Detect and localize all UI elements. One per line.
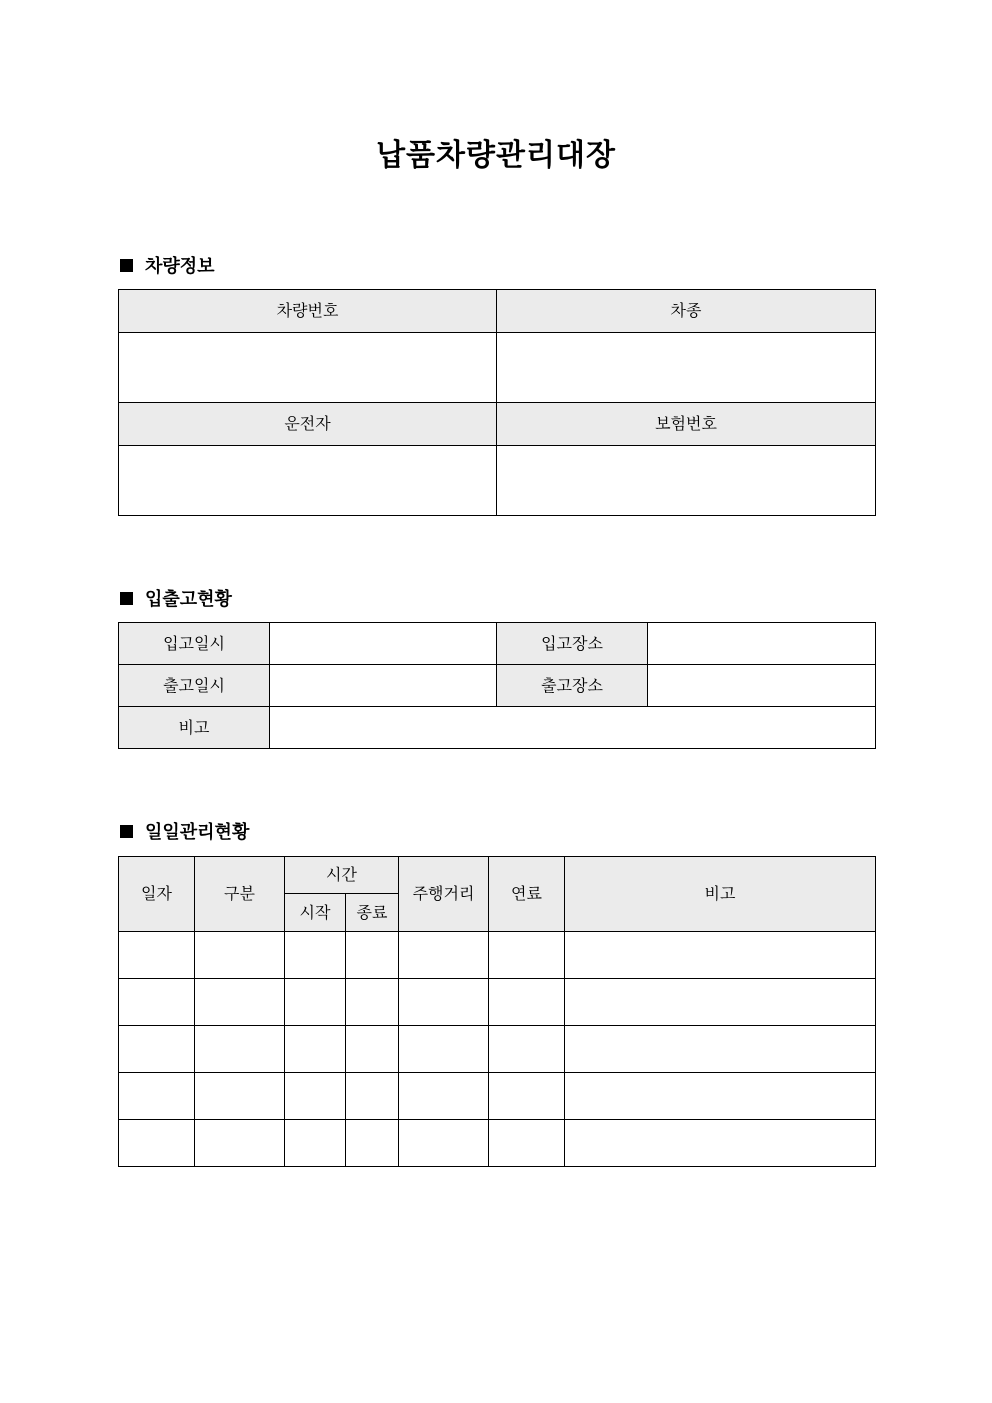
end-time-column-header: 종료 bbox=[346, 894, 399, 932]
out-datetime-label: 출고일시 bbox=[119, 665, 270, 707]
category-cell[interactable] bbox=[195, 979, 285, 1026]
date-cell[interactable] bbox=[119, 1120, 195, 1167]
end-time-cell[interactable] bbox=[346, 1120, 399, 1167]
mileage-cell[interactable] bbox=[399, 932, 489, 979]
table-row bbox=[119, 1073, 876, 1120]
fuel-cell[interactable] bbox=[489, 1120, 565, 1167]
date-column-header: 일자 bbox=[119, 857, 195, 932]
mileage-column-header: 주행거리 bbox=[399, 857, 489, 932]
remarks-label: 비고 bbox=[119, 707, 270, 749]
in-place-field[interactable] bbox=[648, 623, 876, 665]
start-time-column-header: 시작 bbox=[285, 894, 346, 932]
date-cell[interactable] bbox=[119, 979, 195, 1026]
table-row bbox=[119, 1026, 876, 1073]
time-column-header: 시간 bbox=[285, 857, 399, 894]
end-time-cell[interactable] bbox=[346, 932, 399, 979]
end-time-cell[interactable] bbox=[346, 1026, 399, 1073]
end-time-cell[interactable] bbox=[346, 1073, 399, 1120]
mileage-cell[interactable] bbox=[399, 1120, 489, 1167]
fuel-cell[interactable] bbox=[489, 979, 565, 1026]
remarks-column-header: 비고 bbox=[565, 857, 876, 932]
in-datetime-field[interactable] bbox=[270, 623, 497, 665]
start-time-cell[interactable] bbox=[285, 1026, 346, 1073]
vehicle-type-field[interactable] bbox=[497, 333, 876, 403]
category-cell[interactable] bbox=[195, 1120, 285, 1167]
square-bullet-icon bbox=[120, 592, 133, 605]
in-datetime-label: 입고일시 bbox=[119, 623, 270, 665]
mileage-cell[interactable] bbox=[399, 1026, 489, 1073]
start-time-cell[interactable] bbox=[285, 932, 346, 979]
driver-label: 운전자 bbox=[119, 403, 497, 446]
vehicle-info-heading bbox=[120, 252, 215, 278]
end-time-cell[interactable] bbox=[346, 979, 399, 1026]
date-cell[interactable] bbox=[119, 1026, 195, 1073]
category-cell[interactable] bbox=[195, 932, 285, 979]
inout-status-table bbox=[118, 622, 876, 749]
mileage-cell[interactable] bbox=[399, 979, 489, 1026]
page-title: 납품차량관리대장 bbox=[376, 138, 616, 173]
vehicle-info-heading-label: 차량정보 bbox=[145, 256, 215, 277]
vehicle-info-table bbox=[118, 289, 876, 516]
insurance-number-label: 보험번호 bbox=[497, 403, 876, 446]
remarks-field[interactable] bbox=[270, 707, 876, 749]
remarks-cell[interactable] bbox=[565, 1120, 876, 1167]
remarks-cell[interactable] bbox=[565, 932, 876, 979]
out-datetime-field[interactable] bbox=[270, 665, 497, 707]
remarks-cell[interactable] bbox=[565, 979, 876, 1026]
vehicle-number-label: 차량번호 bbox=[119, 290, 497, 333]
start-time-cell[interactable] bbox=[285, 1120, 346, 1167]
inout-status-heading bbox=[120, 585, 232, 611]
out-place-label: 출고장소 bbox=[497, 665, 648, 707]
start-time-cell[interactable] bbox=[285, 979, 346, 1026]
table-row bbox=[119, 1120, 876, 1167]
category-column-header: 구분 bbox=[195, 857, 285, 932]
start-time-cell[interactable] bbox=[285, 1073, 346, 1120]
remarks-cell[interactable] bbox=[565, 1073, 876, 1120]
vehicle-number-field[interactable] bbox=[119, 333, 497, 403]
category-cell[interactable] bbox=[195, 1073, 285, 1120]
table-row bbox=[119, 932, 876, 979]
in-place-label: 입고장소 bbox=[497, 623, 648, 665]
inout-status-heading-label: 입출고현황 bbox=[145, 589, 232, 610]
remarks-cell[interactable] bbox=[565, 1026, 876, 1073]
fuel-cell[interactable] bbox=[489, 1026, 565, 1073]
insurance-number-field[interactable] bbox=[497, 446, 876, 516]
fuel-cell[interactable] bbox=[489, 932, 565, 979]
daily-management-heading-label: 일일관리현황 bbox=[145, 822, 250, 843]
table-row bbox=[119, 979, 876, 1026]
date-cell[interactable] bbox=[119, 932, 195, 979]
category-cell[interactable] bbox=[195, 1026, 285, 1073]
daily-management-table bbox=[118, 856, 876, 1167]
daily-management-heading bbox=[120, 818, 249, 844]
fuel-cell[interactable] bbox=[489, 1073, 565, 1120]
square-bullet-icon bbox=[120, 825, 133, 838]
mileage-cell[interactable] bbox=[399, 1073, 489, 1120]
square-bullet-icon bbox=[120, 259, 133, 272]
out-place-field[interactable] bbox=[648, 665, 876, 707]
date-cell[interactable] bbox=[119, 1073, 195, 1120]
driver-field[interactable] bbox=[119, 446, 497, 516]
vehicle-type-label: 차종 bbox=[497, 290, 876, 333]
fuel-column-header: 연료 bbox=[489, 857, 565, 932]
